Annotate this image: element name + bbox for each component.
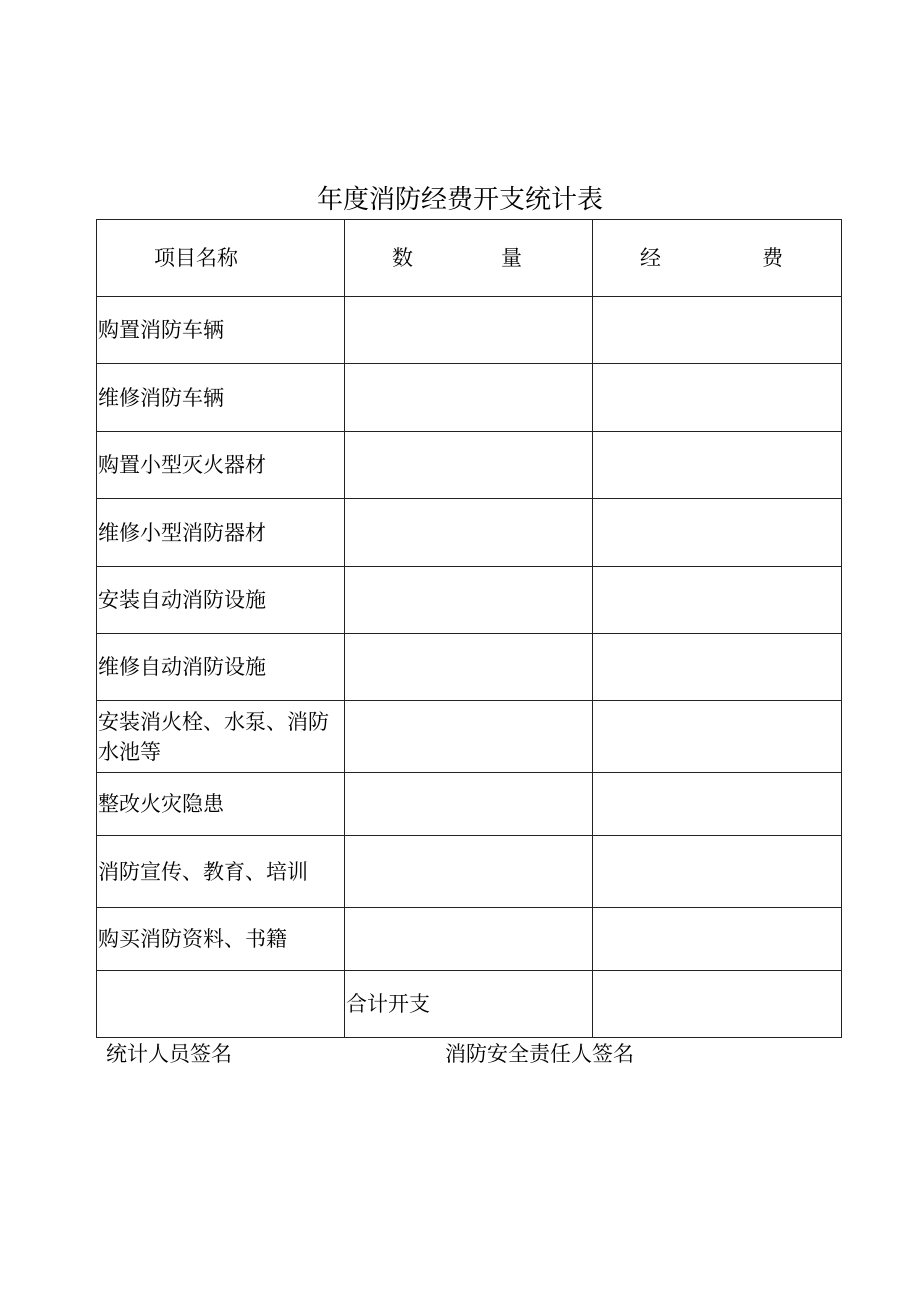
row-quantity-cell[interactable] xyxy=(345,634,593,701)
header-expense-char-2: 费 xyxy=(762,246,783,270)
table-row xyxy=(97,432,842,499)
table-row xyxy=(97,836,842,908)
table-row xyxy=(97,364,842,432)
row-item-name: 整改火灾隐患 xyxy=(97,773,345,836)
safety-officer-signature-label: 消防安全责任人签名 xyxy=(445,1042,634,1066)
row-expense-cell[interactable] xyxy=(593,567,842,634)
page-title: 年度消防经费开支统计表 xyxy=(316,185,603,215)
header-item-name xyxy=(97,220,345,297)
row-quantity-cell[interactable] xyxy=(345,432,593,499)
row-expense-cell[interactable] xyxy=(593,499,842,567)
row-expense-cell[interactable] xyxy=(593,773,842,836)
header-quantity-char-1: 数 xyxy=(392,246,413,270)
total-row xyxy=(97,971,842,1038)
row-expense-cell[interactable] xyxy=(593,701,842,773)
row-quantity-cell[interactable] xyxy=(345,567,593,634)
row-expense-cell[interactable] xyxy=(593,364,842,432)
row-item-name: 安装消火栓、水泵、消防水池等 xyxy=(97,701,345,773)
row-item-name: 维修消防车辆 xyxy=(97,364,345,432)
row-item-name: 安装自动消防设施 xyxy=(97,567,345,634)
header-quantity-char-2: 量 xyxy=(501,246,522,270)
row-item-name: 维修小型消防器材 xyxy=(97,499,345,567)
total-row-name-cell xyxy=(97,971,345,1038)
row-quantity-cell[interactable] xyxy=(345,836,593,908)
row-quantity-cell[interactable] xyxy=(345,297,593,364)
row-expense-cell[interactable] xyxy=(593,634,842,701)
row-expense-cell[interactable] xyxy=(593,836,842,908)
row-quantity-cell[interactable] xyxy=(345,499,593,567)
header-quantity xyxy=(345,220,593,297)
table-header-row xyxy=(97,220,842,297)
row-item-name: 购置消防车辆 xyxy=(97,297,345,364)
row-quantity-cell[interactable] xyxy=(345,364,593,432)
row-quantity-cell[interactable] xyxy=(345,773,593,836)
header-item-name-label: 项目名称 xyxy=(154,246,238,270)
table-row xyxy=(97,908,842,971)
row-item-name: 购买消防资料、书籍 xyxy=(97,908,345,971)
row-quantity-cell[interactable] xyxy=(345,701,593,773)
table-row xyxy=(97,567,842,634)
row-expense-cell[interactable] xyxy=(593,432,842,499)
table-row xyxy=(97,297,842,364)
row-expense-cell[interactable] xyxy=(593,297,842,364)
row-quantity-cell[interactable] xyxy=(345,908,593,971)
header-expense xyxy=(593,220,842,297)
table-row xyxy=(97,701,842,773)
table-row xyxy=(97,634,842,701)
row-expense-cell[interactable] xyxy=(593,908,842,971)
expense-table xyxy=(96,219,842,1038)
row-item-name: 购置小型灭火器材 xyxy=(97,432,345,499)
row-item-name: 维修自动消防设施 xyxy=(97,634,345,701)
statistician-signature-label: 统计人员签名 xyxy=(106,1042,232,1066)
row-item-name: 消防宣传、教育、培训 xyxy=(97,836,345,908)
table-row xyxy=(97,773,842,836)
header-expense-char-1: 经 xyxy=(640,246,661,270)
total-label: 合计开支 xyxy=(345,971,593,1038)
total-expense-cell[interactable] xyxy=(593,971,842,1038)
table-row xyxy=(97,499,842,567)
